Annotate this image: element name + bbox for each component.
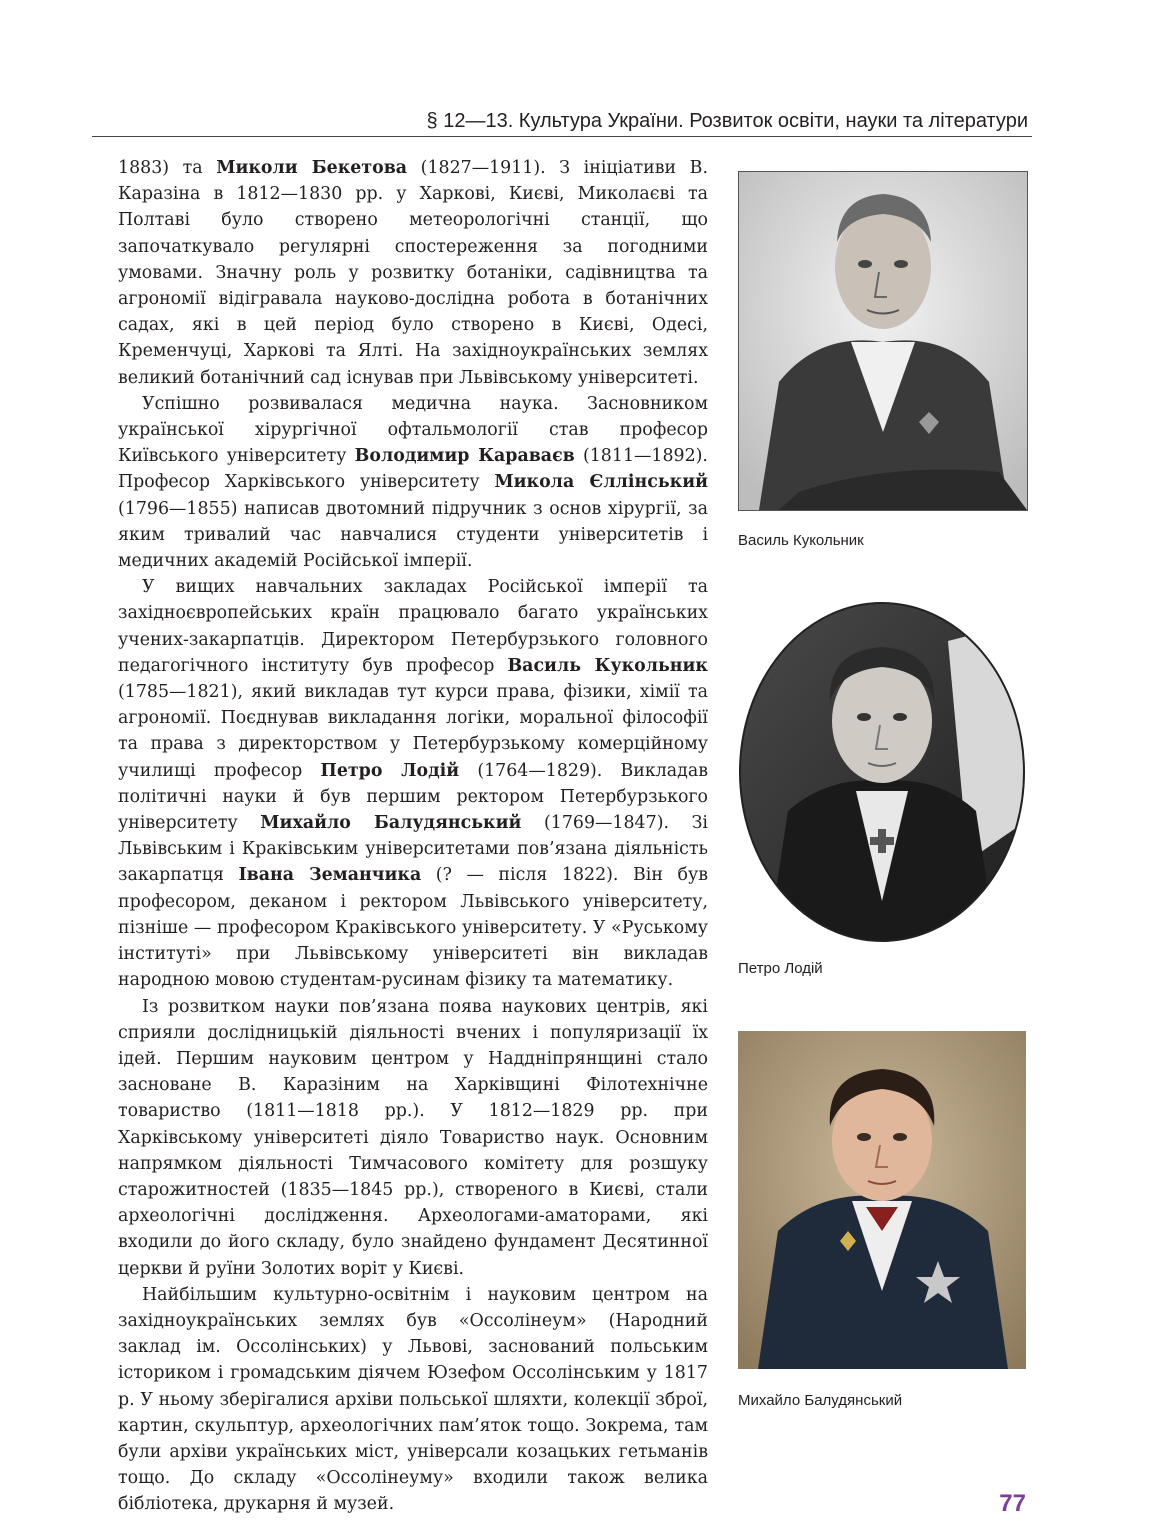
running-header (92, 104, 1032, 137)
paragraph-4: Із розвитком науки пов’язана поява наукових центрів, які сприяли дослідницькій діяльності вчених і популяризації їх ідей. Першим науковим центром у Наддніпрянщині стало засноване В. Каразіним на Харківщині Філотехнічне товариство (1811—1818 рр.). У 1812—1829 рр. при Харківському університеті діяло Товариство наук. Основним напрямком діяльності Тимчасового комітету для розшуку старожитностей (1835—1845 рр.), створеного в Києві, стали археологічні дослідження. Археологами-аматорами, які входили до його складу, було знайдено фундамент Десятинної церкви й руїни Золотих воріт у Києві. (118, 996, 708, 1279)
caption-kukolnyk: Василь Кукольник (738, 532, 864, 549)
paragraph-1: 1883) та Миколи Бекетова (1827—1911). З ініціативи В. Каразіна в 1812—1830 рр. у Харкові, Києві, Миколаєві та Полтаві було створено метеорологічні станції, що започаткувало регулярні спостереження за погодними умовами. Значну роль у розвитку ботаніки, садівництва та агрономії відігравала науково-дослідна робота в ботанічних садах, які в цей період було створено в Києві, Одесі, Кременчуці, Харкові та Ялті. На західноукраїнських землях великий ботанічний сад існував при Львівському університеті. (118, 158, 708, 388)
name-yellinskyi: Микола Єллінський (494, 472, 708, 493)
page-number: 77 (999, 1490, 1026, 1517)
name-baludianskyi: Михайло Балудянський (260, 813, 522, 834)
portrait-baludianskyi-image (738, 1031, 1026, 1369)
portrait-lodii (738, 601, 1026, 943)
name-karavaiev: Володимир Караваєв (354, 446, 575, 467)
portrait-kukolnyk (738, 171, 1028, 511)
paragraph-3: У вищих навчальних закладах Російської імперії та західноєвропейських країн працювало багато українських учених-закарпатців. Директором Петербурзького головного педагогічного інституту був професор Василь Кукольник (1785—1821), який викладав тут курси права, фізики, хімії та агрономії. Поєднував викладання логіки, моральної філософії та права з директорством у Петербурзькому комерційному училищі професор Петро Лодій (1764—1829). Викладав політичні науки й був першим ректором Петербурзького університету Михайло Балудянський (1769—1847). Зі Львівським і Краківським університетами пов’язана діяльність закарпатця Івана Земанчика (? — після 1822). Він був професором, деканом і ректором Львівського університету, пізніше — професором Краківського університету. У «Руському інституті» при Львівському університеті він викладав народною мовою студентам-русинам фізику та математику. (118, 577, 708, 991)
caption-baludianskyi: Михайло Балудянський (738, 1392, 903, 1409)
paragraph-2: Успішно розвивалася медична наука. Засновником української хірургічної офтальмології став професор Київського університету Володимир Караваєв (1811—1892). Професор Харківського університету Микола Єллінський (1796—1855) написав двотомний підручник з основ хірургії, за яким тривалий час навчалися студенти університетів і медичних академій Російської імперії. (118, 393, 708, 572)
section-title: § 12—13. Культура України. Розвиток освіти, науки та літератури (426, 110, 1028, 132)
portrait-lodii-image (738, 601, 1026, 943)
portrait-kukolnyk-image (739, 172, 1027, 510)
caption-lodii: Петро Лодій (738, 960, 823, 977)
paragraph-5: Найбільшим культурно-освітнім і науковим центром на західноукраїнських землях був «Оссолінеум» (Народний заклад ім. Оссолінських) у Львові, заснований польським істориком і громадським діячем Юзефом Оссолінським у 1817 р. У ньому зберігалися архіви польської шляхти, колекції зброї, картин, скульптур, археологічних пам’яток тощо. Зокрема, там були архіви українських міст, універсали козацьких гетьманів тощо. До складу «Оссолінеуму» входили також велика бібліотека, друкарня й музей. (118, 1284, 708, 1515)
name-beketov: Миколи Бекетова (216, 158, 408, 178)
name-lodii: Петро Лодій (320, 760, 460, 781)
portrait-baludianskyi (738, 1031, 1026, 1369)
name-zemanchyk: Івана Земанчика (238, 865, 422, 886)
name-kukolnyk: Василь Кукольник (507, 655, 708, 676)
main-text (118, 155, 708, 1518)
